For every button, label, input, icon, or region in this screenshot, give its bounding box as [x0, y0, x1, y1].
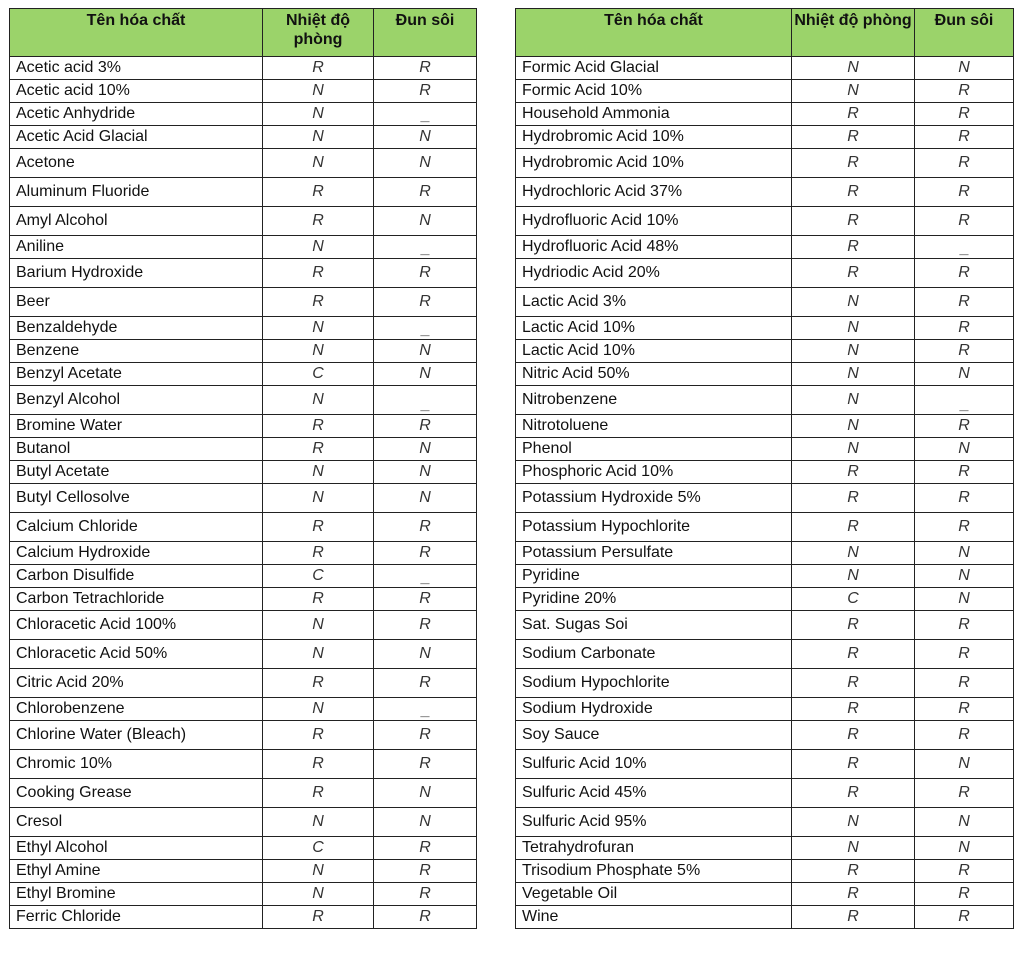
boiling-cell: R: [915, 259, 1014, 288]
boiling-cell: R: [374, 288, 477, 317]
table-row: [516, 750, 1014, 779]
boiling-cell: R: [374, 542, 477, 565]
room-temp-cell: N: [263, 860, 374, 883]
room-temp-cell: R: [263, 588, 374, 611]
boiling-cell: _: [374, 103, 477, 126]
boiling-cell: R: [915, 317, 1014, 340]
room-temp-cell: R: [792, 611, 915, 640]
chemical-name-cell: Ferric Chloride: [10, 906, 263, 929]
boiling-cell: R: [374, 80, 477, 103]
table-row: [516, 178, 1014, 207]
chemical-name-cell: Potassium Persulfate: [516, 542, 792, 565]
chemical-name-cell: Carbon Tetrachloride: [10, 588, 263, 611]
chemical-name-cell: Lactic Acid 3%: [516, 288, 792, 317]
boiling-cell: N: [374, 461, 477, 484]
chemical-name-cell: Tetrahydrofuran: [516, 837, 792, 860]
chemical-name-cell: Cooking Grease: [10, 779, 263, 808]
boiling-cell: R: [915, 721, 1014, 750]
room-temp-cell: R: [792, 207, 915, 236]
room-temp-cell: N: [263, 461, 374, 484]
table-row: [516, 484, 1014, 513]
header-row: [516, 9, 1014, 57]
boiling-cell: N: [915, 57, 1014, 80]
room-temp-cell: R: [263, 178, 374, 207]
chemical-name-cell: Hydriodic Acid 20%: [516, 259, 792, 288]
room-temp-cell: N: [792, 57, 915, 80]
chemical-name-cell: Acetic Acid Glacial: [10, 126, 263, 149]
boiling-cell: _: [374, 698, 477, 721]
boiling-cell: R: [915, 103, 1014, 126]
boiling-cell: _: [374, 317, 477, 340]
boiling-cell: R: [915, 883, 1014, 906]
chemical-name-cell: Hydrobromic Acid 10%: [516, 126, 792, 149]
chemical-name-cell: Chloracetic Acid 50%: [10, 640, 263, 669]
table-row: [516, 611, 1014, 640]
table-row: [516, 415, 1014, 438]
table-row: [10, 236, 477, 259]
table-row: [516, 542, 1014, 565]
boiling-cell: R: [915, 178, 1014, 207]
table-row: [516, 883, 1014, 906]
table-row: [516, 837, 1014, 860]
chemical-name-cell: Formic Acid Glacial: [516, 57, 792, 80]
table-row: [516, 438, 1014, 461]
room-temp-cell: C: [263, 565, 374, 588]
boiling-cell: N: [915, 565, 1014, 588]
table-row: [516, 698, 1014, 721]
table-row: [516, 588, 1014, 611]
table-row: [10, 669, 477, 698]
header-chemical-name: Tên hóa chất: [10, 9, 263, 57]
chemical-name-cell: Carbon Disulfide: [10, 565, 263, 588]
table-row: [10, 640, 477, 669]
table-row: [10, 363, 477, 386]
chemical-table-left: [9, 8, 477, 929]
chemical-name-cell: Benzene: [10, 340, 263, 363]
table-row: [516, 57, 1014, 80]
chemical-name-cell: Sulfuric Acid 45%: [516, 779, 792, 808]
table-row: [10, 837, 477, 860]
table-row: [516, 149, 1014, 178]
boiling-cell: N: [374, 363, 477, 386]
room-temp-cell: N: [263, 611, 374, 640]
table-row: [10, 484, 477, 513]
room-temp-cell: N: [263, 103, 374, 126]
chemical-name-cell: Hydrobromic Acid 10%: [516, 149, 792, 178]
boiling-cell: N: [915, 837, 1014, 860]
boiling-cell: R: [374, 611, 477, 640]
chemical-name-cell: Household Ammonia: [516, 103, 792, 126]
room-temp-cell: N: [263, 883, 374, 906]
room-temp-cell: N: [792, 363, 915, 386]
table-row: [516, 779, 1014, 808]
room-temp-cell: R: [792, 178, 915, 207]
room-temp-cell: N: [792, 837, 915, 860]
chemical-name-cell: Cresol: [10, 808, 263, 837]
room-temp-cell: R: [263, 542, 374, 565]
boiling-cell: R: [915, 513, 1014, 542]
header-boiling: Đun sôi: [915, 9, 1014, 57]
table-row: [10, 611, 477, 640]
table-row: [10, 386, 477, 415]
boiling-cell: R: [374, 883, 477, 906]
room-temp-cell: R: [792, 750, 915, 779]
boiling-cell: R: [374, 721, 477, 750]
boiling-cell: _: [374, 565, 477, 588]
chemical-name-cell: Hydrofluoric Acid 10%: [516, 207, 792, 236]
room-temp-cell: N: [263, 149, 374, 178]
chemical-name-cell: Nitrobenzene: [516, 386, 792, 415]
header-row: [10, 9, 477, 57]
header-chemical-name: Tên hóa chất: [516, 9, 792, 57]
table-row: [10, 779, 477, 808]
room-temp-cell: R: [263, 779, 374, 808]
boiling-cell: N: [915, 588, 1014, 611]
chemical-name-cell: Pyridine: [516, 565, 792, 588]
chemical-name-cell: Sat. Sugas Soi: [516, 611, 792, 640]
room-temp-cell: R: [263, 57, 374, 80]
table-row: [516, 126, 1014, 149]
table-row: [10, 698, 477, 721]
table-row: [516, 669, 1014, 698]
room-temp-cell: R: [263, 750, 374, 779]
room-temp-cell: R: [792, 236, 915, 259]
table-row: [516, 236, 1014, 259]
table-row: [10, 588, 477, 611]
header-boiling: Đun sôi: [374, 9, 477, 57]
chemical-name-cell: Lactic Acid 10%: [516, 317, 792, 340]
table-row: [516, 721, 1014, 750]
room-temp-cell: R: [263, 207, 374, 236]
boiling-cell: N: [374, 808, 477, 837]
chemical-name-cell: Hydrofluoric Acid 48%: [516, 236, 792, 259]
room-temp-cell: R: [792, 883, 915, 906]
table-row: [10, 288, 477, 317]
chemical-name-cell: Chlorobenzene: [10, 698, 263, 721]
chemical-name-cell: Benzyl Alcohol: [10, 386, 263, 415]
boiling-cell: R: [915, 288, 1014, 317]
room-temp-cell: R: [263, 288, 374, 317]
chemical-name-cell: Bromine Water: [10, 415, 263, 438]
room-temp-cell: R: [792, 669, 915, 698]
table-row: [516, 363, 1014, 386]
boiling-cell: R: [915, 669, 1014, 698]
boiling-cell: R: [374, 906, 477, 929]
table-row: [10, 542, 477, 565]
chemical-name-cell: Benzaldehyde: [10, 317, 263, 340]
chemical-name-cell: Sodium Hypochlorite: [516, 669, 792, 698]
table-row: [10, 906, 477, 929]
room-temp-cell: R: [792, 259, 915, 288]
chemical-name-cell: Barium Hydroxide: [10, 259, 263, 288]
boiling-cell: N: [915, 438, 1014, 461]
table-row: [10, 207, 477, 236]
boiling-cell: R: [374, 860, 477, 883]
chemical-name-cell: Nitrotoluene: [516, 415, 792, 438]
room-temp-cell: R: [792, 484, 915, 513]
table-row: [10, 149, 477, 178]
chemical-name-cell: Ethyl Amine: [10, 860, 263, 883]
table-row: [10, 259, 477, 288]
room-temp-cell: R: [792, 779, 915, 808]
room-temp-cell: R: [263, 438, 374, 461]
room-temp-cell: N: [792, 542, 915, 565]
room-temp-cell: N: [792, 565, 915, 588]
room-temp-cell: C: [792, 588, 915, 611]
table-row: [516, 207, 1014, 236]
chemical-name-cell: Butyl Cellosolve: [10, 484, 263, 513]
boiling-cell: R: [915, 207, 1014, 236]
boiling-cell: N: [374, 340, 477, 363]
chemical-name-cell: Chlorine Water (Bleach): [10, 721, 263, 750]
room-temp-cell: R: [792, 860, 915, 883]
chemical-name-cell: Amyl Alcohol: [10, 207, 263, 236]
boiling-cell: N: [374, 438, 477, 461]
chemical-name-cell: Chromic 10%: [10, 750, 263, 779]
chemical-name-cell: Pyridine 20%: [516, 588, 792, 611]
chemical-name-cell: Hydrochloric Acid 37%: [516, 178, 792, 207]
table-row: [516, 640, 1014, 669]
boiling-cell: R: [374, 588, 477, 611]
chemical-table-right: [515, 8, 1014, 929]
boiling-cell: R: [374, 750, 477, 779]
chemical-name-cell: Trisodium Phosphate 5%: [516, 860, 792, 883]
chemical-name-cell: Acetone: [10, 149, 263, 178]
table-row: [516, 906, 1014, 929]
chemical-name-cell: Phosphoric Acid 10%: [516, 461, 792, 484]
table-row: [10, 178, 477, 207]
room-temp-cell: R: [263, 721, 374, 750]
boiling-cell: R: [374, 415, 477, 438]
boiling-cell: R: [915, 461, 1014, 484]
table-row: [516, 461, 1014, 484]
table-row: [516, 386, 1014, 415]
chemical-name-cell: Lactic Acid 10%: [516, 340, 792, 363]
room-temp-cell: N: [263, 640, 374, 669]
boiling-cell: R: [915, 640, 1014, 669]
table-row: [10, 750, 477, 779]
boiling-cell: N: [915, 750, 1014, 779]
table-row: [516, 259, 1014, 288]
boiling-cell: N: [374, 126, 477, 149]
room-temp-cell: N: [792, 415, 915, 438]
table-row: [10, 80, 477, 103]
table-row: [516, 513, 1014, 542]
table-row: [10, 103, 477, 126]
room-temp-cell: N: [792, 340, 915, 363]
boiling-cell: N: [374, 484, 477, 513]
table-row: [10, 57, 477, 80]
boiling-cell: R: [915, 126, 1014, 149]
boiling-cell: _: [374, 386, 477, 415]
table-row: [516, 565, 1014, 588]
chemical-name-cell: Citric Acid 20%: [10, 669, 263, 698]
boiling-cell: R: [374, 57, 477, 80]
boiling-cell: R: [915, 611, 1014, 640]
chemical-name-cell: Sodium Carbonate: [516, 640, 792, 669]
chemical-name-cell: Acetic acid 10%: [10, 80, 263, 103]
table-row: [10, 317, 477, 340]
room-temp-cell: N: [263, 126, 374, 149]
chemical-name-cell: Aluminum Fluoride: [10, 178, 263, 207]
room-temp-cell: N: [792, 386, 915, 415]
boiling-cell: R: [374, 513, 477, 542]
chemical-name-cell: Sulfuric Acid 95%: [516, 808, 792, 837]
boiling-cell: _: [915, 236, 1014, 259]
boiling-cell: R: [915, 860, 1014, 883]
table-row: [516, 80, 1014, 103]
table-row: [10, 808, 477, 837]
table-row: [10, 126, 477, 149]
table-row: [516, 317, 1014, 340]
boiling-cell: R: [915, 906, 1014, 929]
boiling-cell: R: [915, 698, 1014, 721]
chemical-name-cell: Soy Sauce: [516, 721, 792, 750]
table-row: [10, 565, 477, 588]
room-temp-cell: N: [263, 484, 374, 513]
room-temp-cell: N: [263, 317, 374, 340]
table-row: [10, 340, 477, 363]
room-temp-cell: R: [792, 126, 915, 149]
table-row: [516, 860, 1014, 883]
chemical-name-cell: Sodium Hydroxide: [516, 698, 792, 721]
chemical-name-cell: Sulfuric Acid 10%: [516, 750, 792, 779]
room-temp-cell: N: [263, 236, 374, 259]
chemical-name-cell: Butyl Acetate: [10, 461, 263, 484]
room-temp-cell: R: [263, 513, 374, 542]
room-temp-cell: N: [792, 288, 915, 317]
boiling-cell: N: [374, 640, 477, 669]
room-temp-cell: R: [792, 513, 915, 542]
table-row: [516, 288, 1014, 317]
room-temp-cell: N: [792, 808, 915, 837]
table-row: [10, 883, 477, 906]
room-temp-cell: R: [792, 640, 915, 669]
chemical-name-cell: Acetic acid 3%: [10, 57, 263, 80]
boiling-cell: _: [915, 386, 1014, 415]
chemical-name-cell: Phenol: [516, 438, 792, 461]
chemical-name-cell: Acetic Anhydride: [10, 103, 263, 126]
room-temp-cell: R: [792, 721, 915, 750]
room-temp-cell: N: [263, 808, 374, 837]
room-temp-cell: R: [792, 698, 915, 721]
table-row: [10, 438, 477, 461]
chemical-name-cell: Potassium Hypochlorite: [516, 513, 792, 542]
boiling-cell: R: [915, 149, 1014, 178]
table-row: [10, 721, 477, 750]
chemical-name-cell: Formic Acid 10%: [516, 80, 792, 103]
chemical-name-cell: Ethyl Alcohol: [10, 837, 263, 860]
chemical-name-cell: Wine: [516, 906, 792, 929]
boiling-cell: N: [915, 808, 1014, 837]
table-row: [10, 860, 477, 883]
room-temp-cell: N: [792, 80, 915, 103]
chemical-name-cell: Vegetable Oil: [516, 883, 792, 906]
boiling-cell: R: [915, 80, 1014, 103]
boiling-cell: R: [915, 340, 1014, 363]
room-temp-cell: N: [263, 386, 374, 415]
boiling-cell: R: [374, 259, 477, 288]
room-temp-cell: R: [263, 669, 374, 698]
room-temp-cell: N: [263, 698, 374, 721]
table-row: [516, 808, 1014, 837]
table-row: [516, 103, 1014, 126]
header-room-temperature: Nhiệt độ phòng: [263, 9, 374, 57]
room-temp-cell: N: [792, 317, 915, 340]
boiling-cell: N: [374, 779, 477, 808]
chemical-name-cell: Potassium Hydroxide 5%: [516, 484, 792, 513]
room-temp-cell: R: [792, 103, 915, 126]
chemical-name-cell: Chloracetic Acid 100%: [10, 611, 263, 640]
boiling-cell: _: [374, 236, 477, 259]
room-temp-cell: R: [263, 906, 374, 929]
boiling-cell: N: [374, 207, 477, 236]
room-temp-cell: N: [792, 438, 915, 461]
room-temp-cell: C: [263, 837, 374, 860]
room-temp-cell: R: [792, 149, 915, 178]
table-row: [516, 340, 1014, 363]
room-temp-cell: R: [792, 906, 915, 929]
room-temp-cell: R: [263, 415, 374, 438]
table-row: [10, 513, 477, 542]
room-temp-cell: N: [263, 340, 374, 363]
room-temp-cell: R: [263, 259, 374, 288]
chemical-name-cell: Nitric Acid 50%: [516, 363, 792, 386]
chemical-name-cell: Aniline: [10, 236, 263, 259]
room-temp-cell: C: [263, 363, 374, 386]
boiling-cell: N: [374, 149, 477, 178]
room-temp-cell: R: [792, 461, 915, 484]
room-temp-cell: N: [263, 80, 374, 103]
chemical-name-cell: Calcium Hydroxide: [10, 542, 263, 565]
boiling-cell: N: [915, 542, 1014, 565]
boiling-cell: R: [374, 837, 477, 860]
chemical-name-cell: Butanol: [10, 438, 263, 461]
table-row: [10, 461, 477, 484]
chemical-name-cell: Beer: [10, 288, 263, 317]
boiling-cell: R: [915, 415, 1014, 438]
boiling-cell: R: [915, 484, 1014, 513]
chemical-name-cell: Ethyl Bromine: [10, 883, 263, 906]
table-row: [10, 415, 477, 438]
chemical-name-cell: Calcium Chloride: [10, 513, 263, 542]
boiling-cell: R: [374, 178, 477, 207]
boiling-cell: N: [915, 363, 1014, 386]
header-room-temperature: Nhiệt độ phòng: [792, 9, 915, 57]
boiling-cell: R: [374, 669, 477, 698]
boiling-cell: R: [915, 779, 1014, 808]
chemical-name-cell: Benzyl Acetate: [10, 363, 263, 386]
